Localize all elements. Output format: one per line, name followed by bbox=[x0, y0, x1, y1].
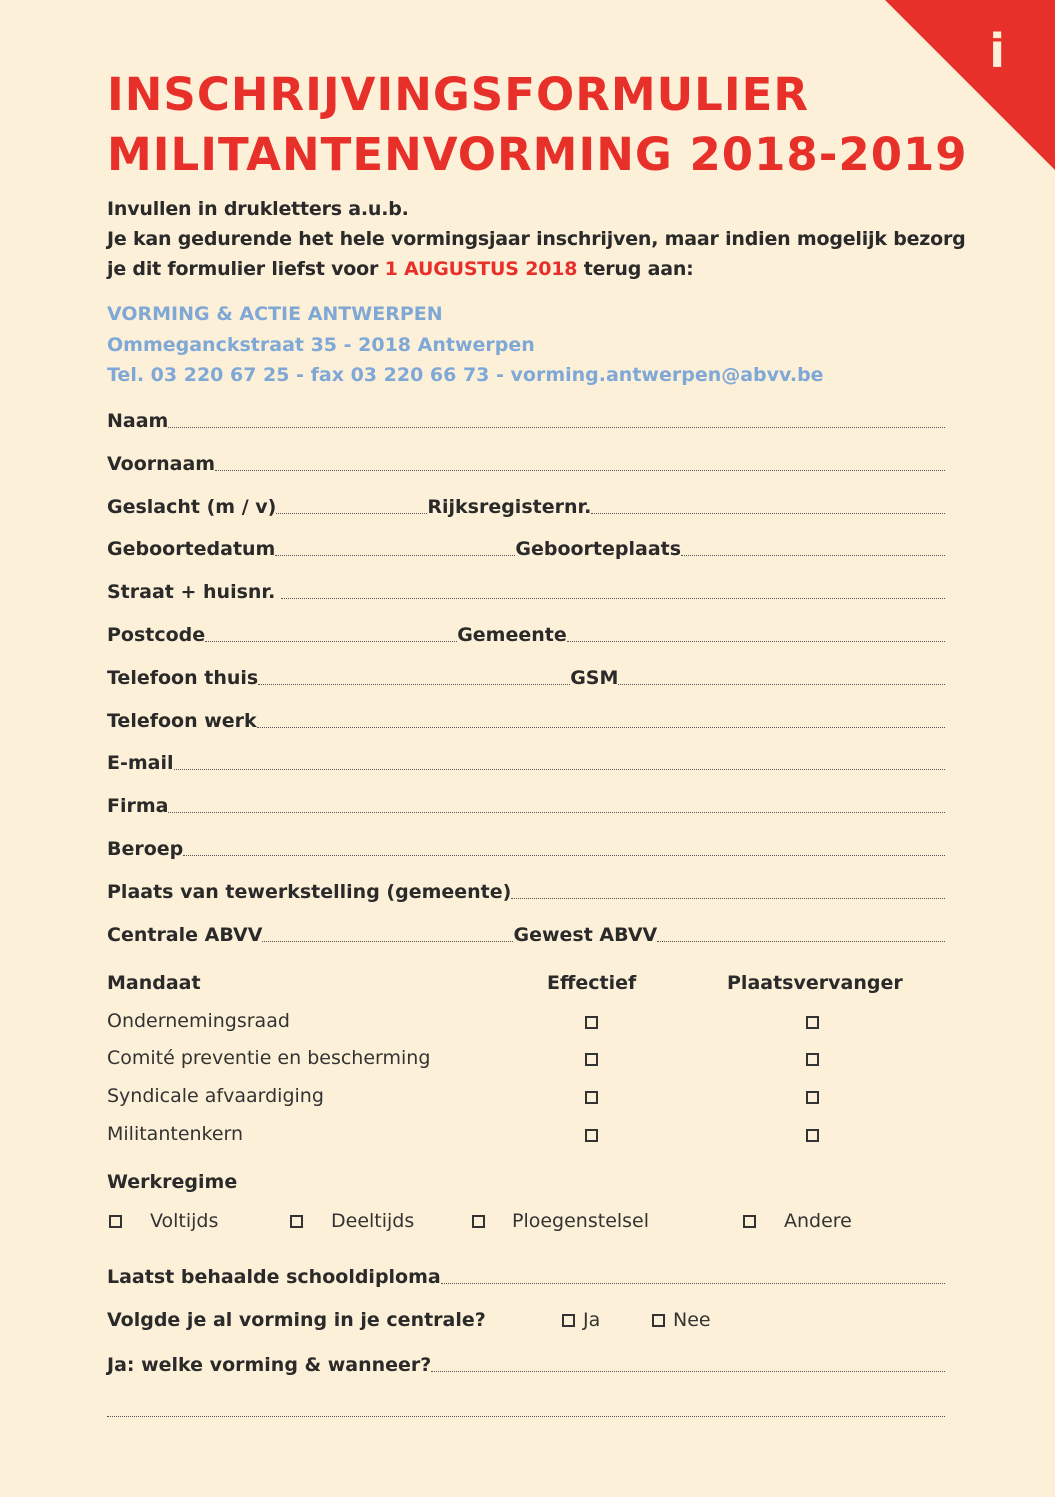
mandate-header bbox=[107, 972, 945, 998]
voltijds-label: Voltijds bbox=[150, 1210, 219, 1232]
email-input-line[interactable] bbox=[174, 751, 945, 770]
field-row-email bbox=[107, 748, 945, 774]
field-row-telefoon bbox=[107, 663, 945, 689]
gemeente-input-line[interactable] bbox=[567, 623, 945, 642]
field-row-straat bbox=[107, 577, 945, 603]
gewest-input-line[interactable] bbox=[657, 923, 945, 942]
info-icon: i bbox=[989, 24, 1005, 78]
mandate-row bbox=[107, 1085, 945, 1111]
geboorteplaats-label: Geboorteplaats bbox=[515, 538, 682, 560]
field-row-firma bbox=[107, 791, 945, 817]
field-row-centrale bbox=[107, 920, 945, 946]
gsm-label: GSM bbox=[570, 667, 619, 689]
rijksregister-input-line[interactable] bbox=[591, 495, 945, 514]
intro-line-3 bbox=[107, 254, 957, 284]
straat-label: Straat + huisnr. bbox=[107, 581, 276, 603]
intro-line-1: Invullen in drukletters a.u.b. bbox=[107, 198, 409, 220]
gewest-label: Gewest ABVV bbox=[513, 924, 658, 946]
organization-address: Ommeganckstraat 35 - 2018 Antwerpen bbox=[107, 333, 535, 356]
plaatsvervanger-column-title: Plaatsvervanger bbox=[727, 972, 903, 994]
mandate-name: Militantenkern bbox=[107, 1123, 244, 1145]
andere-checkbox[interactable] bbox=[743, 1215, 756, 1228]
plaatsvervanger-checkbox[interactable] bbox=[806, 1091, 819, 1104]
mandate-row bbox=[107, 1123, 945, 1149]
email-label: E-mail bbox=[107, 752, 174, 774]
ploegenstelsel-checkbox[interactable] bbox=[472, 1215, 485, 1228]
deeltijds-checkbox[interactable] bbox=[290, 1215, 303, 1228]
welke-vorming-input-line[interactable] bbox=[431, 1353, 945, 1372]
field-row-welke-vorming bbox=[107, 1350, 945, 1376]
beroep-input-line[interactable] bbox=[183, 837, 945, 856]
firma-label: Firma bbox=[107, 795, 169, 817]
mandate-row bbox=[107, 1047, 945, 1073]
title-line-1: INSCHRIJVINGSFORMULIER bbox=[107, 68, 809, 121]
intro-line-2: Je kan gedurende het hele vormingsjaar inschrijven, maar indien mogelijk bezorg bbox=[107, 228, 966, 250]
centrale-input-line[interactable] bbox=[262, 923, 513, 942]
geslacht-label: Geslacht (m / v) bbox=[107, 496, 277, 518]
diploma-input-line[interactable] bbox=[441, 1265, 945, 1284]
telefoon-thuis-input-line[interactable] bbox=[258, 666, 570, 685]
voltijds-checkbox[interactable] bbox=[109, 1215, 122, 1228]
extra-answer-line[interactable] bbox=[107, 1416, 945, 1417]
effectief-checkbox[interactable] bbox=[585, 1129, 598, 1142]
field-row-voornaam bbox=[107, 449, 945, 475]
effectief-column-title: Effectief bbox=[547, 972, 637, 994]
mandate-name: Syndicale afvaardiging bbox=[107, 1085, 324, 1107]
deeltijds-label: Deeltijds bbox=[331, 1210, 415, 1232]
deadline-date: 1 AUGUSTUS 2018 bbox=[384, 258, 578, 280]
geboortedatum-input-line[interactable] bbox=[275, 537, 515, 556]
mandate-name: Ondernemingsraad bbox=[107, 1010, 290, 1032]
effectief-checkbox[interactable] bbox=[585, 1091, 598, 1104]
firma-input-line[interactable] bbox=[168, 794, 945, 813]
mandate-row bbox=[107, 1010, 945, 1036]
organization-contact: Tel. 03 220 67 25 - fax 03 220 66 73 - vorming.antwerpen@abvv.be bbox=[107, 364, 824, 386]
andere-label: Andere bbox=[784, 1210, 852, 1232]
geslacht-input-line[interactable] bbox=[276, 495, 427, 514]
intro-line-3-start: je dit formulier liefst voor bbox=[107, 258, 385, 280]
rijksregister-label: Rijksregisternr. bbox=[427, 496, 592, 518]
organization-name: VORMING & ACTIE ANTWERPEN bbox=[107, 303, 443, 325]
field-row-geboorte bbox=[107, 534, 945, 560]
plaatsvervanger-checkbox[interactable] bbox=[806, 1016, 819, 1029]
telefoon-thuis-label: Telefoon thuis bbox=[107, 667, 259, 689]
naam-input-line[interactable] bbox=[168, 409, 945, 428]
naam-label: Naam bbox=[107, 410, 169, 432]
field-row-plaats bbox=[107, 877, 945, 903]
plaatsvervanger-checkbox[interactable] bbox=[806, 1053, 819, 1066]
telefoon-werk-input-line[interactable] bbox=[257, 709, 945, 728]
field-row-postcode bbox=[107, 620, 945, 646]
ja-checkbox[interactable] bbox=[562, 1314, 575, 1327]
field-row-naam bbox=[107, 406, 945, 432]
field-row-diploma bbox=[107, 1262, 945, 1288]
vorming-question: Volgde je al vorming in je centrale? bbox=[107, 1309, 486, 1331]
straat-input-line[interactable] bbox=[281, 580, 945, 599]
geboortedatum-label: Geboortedatum bbox=[107, 538, 276, 560]
mandate-name: Comité preventie en bescherming bbox=[107, 1047, 431, 1069]
field-row-geslacht bbox=[107, 492, 945, 518]
plaats-input-line[interactable] bbox=[511, 880, 945, 899]
diploma-label: Laatst behaalde schooldiploma bbox=[107, 1266, 441, 1288]
gemeente-label: Gemeente bbox=[457, 624, 567, 646]
field-row-beroep bbox=[107, 834, 945, 860]
field-row-telefoon-werk bbox=[107, 706, 945, 732]
title-line-2: MILITANTENVORMING 2018-2019 bbox=[107, 128, 968, 181]
geboorteplaats-input-line[interactable] bbox=[681, 537, 945, 556]
intro-line-3-end: terug aan: bbox=[577, 258, 694, 280]
gsm-input-line[interactable] bbox=[618, 666, 945, 685]
effectief-checkbox[interactable] bbox=[585, 1053, 598, 1066]
intro-text bbox=[107, 194, 966, 284]
ploegenstelsel-label: Ploegenstelsel bbox=[512, 1210, 650, 1232]
mandate-column-title: Mandaat bbox=[107, 972, 201, 994]
welke-vorming-label: Ja: welke vorming & wanneer? bbox=[107, 1354, 432, 1376]
plaatsvervanger-checkbox[interactable] bbox=[806, 1129, 819, 1142]
voornaam-label: Voornaam bbox=[107, 453, 216, 475]
werkregime-title: Werkregime bbox=[107, 1171, 238, 1193]
organization-block bbox=[107, 299, 824, 391]
plaats-label: Plaats van tewerkstelling (gemeente) bbox=[107, 881, 512, 903]
postcode-label: Postcode bbox=[107, 624, 206, 646]
effectief-checkbox[interactable] bbox=[585, 1016, 598, 1029]
voornaam-input-line[interactable] bbox=[215, 452, 945, 471]
telefoon-werk-label: Telefoon werk bbox=[107, 710, 257, 732]
beroep-label: Beroep bbox=[107, 838, 184, 860]
ja-label: Ja bbox=[583, 1309, 601, 1331]
centrale-label: Centrale ABVV bbox=[107, 924, 263, 946]
nee-label: Nee bbox=[673, 1309, 711, 1331]
nee-checkbox[interactable] bbox=[652, 1314, 665, 1327]
postcode-input-line[interactable] bbox=[205, 623, 457, 642]
